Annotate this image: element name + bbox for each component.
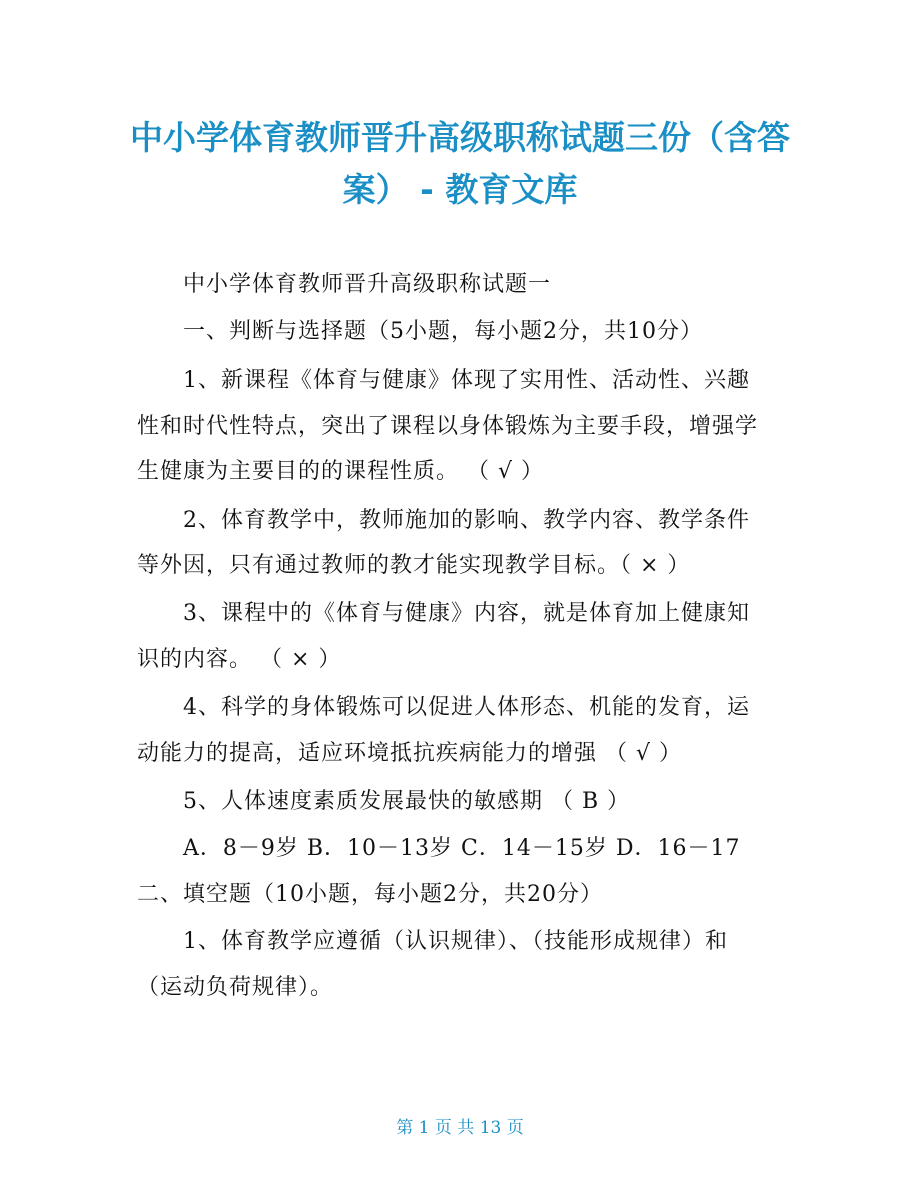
fill-question-1-line-1: 1、体育教学应遵循（认识规律）、（技能形成规律）和 (183, 929, 728, 954)
section-heading-paper-one: 中小学体育教师晋升高级职称试题一 (183, 272, 552, 297)
question-1-line-3: 生健康为主要目的的课程性质。 （ √ ） (137, 459, 544, 484)
question-4-line-2: 动能力的提高，适应环境抵抗疾病能力的增强 （ √ ） (137, 741, 682, 766)
section-heading-part-two: 二、填空题（10小题，每小题2分，共20分） (137, 882, 603, 907)
question-5: 5、人体速度素质发展最快的敏感期 （ B ） (183, 789, 631, 814)
question-1-line-2: 性和时代性特点，突出了课程以身体锻炼为主要手段，增强学 (137, 414, 759, 439)
question-2-line-2: 等外因，只有通过教师的教才能实现教学目标。（ × ） (137, 553, 691, 578)
document-title: 中小学体育教师晋升高级职称试题三份（含答案） - 教育文库 (130, 118, 790, 209)
section-heading-part-one: 一、判断与选择题（5小题，每小题2分，共10分） (183, 319, 703, 344)
fill-question-1-line-2: （运动负荷规律）。 (137, 975, 334, 1000)
question-3-line-1: 3、课程中的《体育与健康》内容，就是体育加上健康知 (183, 601, 750, 626)
question-4-line-1: 4、科学的身体锻炼可以促进人体形态、机能的发育，运 (183, 695, 750, 720)
question-5-options: A．8－9岁 B．10－13岁 C．14－15岁 D．16－17 (183, 836, 741, 861)
page-number-footer: 第 1 页 共 13 页 (396, 1118, 524, 1138)
question-1-line-1: 1、新课程《体育与健康》体现了实用性、活动性、兴趣 (183, 368, 750, 393)
question-3-line-2: 识的内容。 （ × ） (137, 647, 342, 672)
question-2-line-1: 2、体育教学中，教师施加的影响、教学内容、教学条件 (183, 508, 750, 533)
